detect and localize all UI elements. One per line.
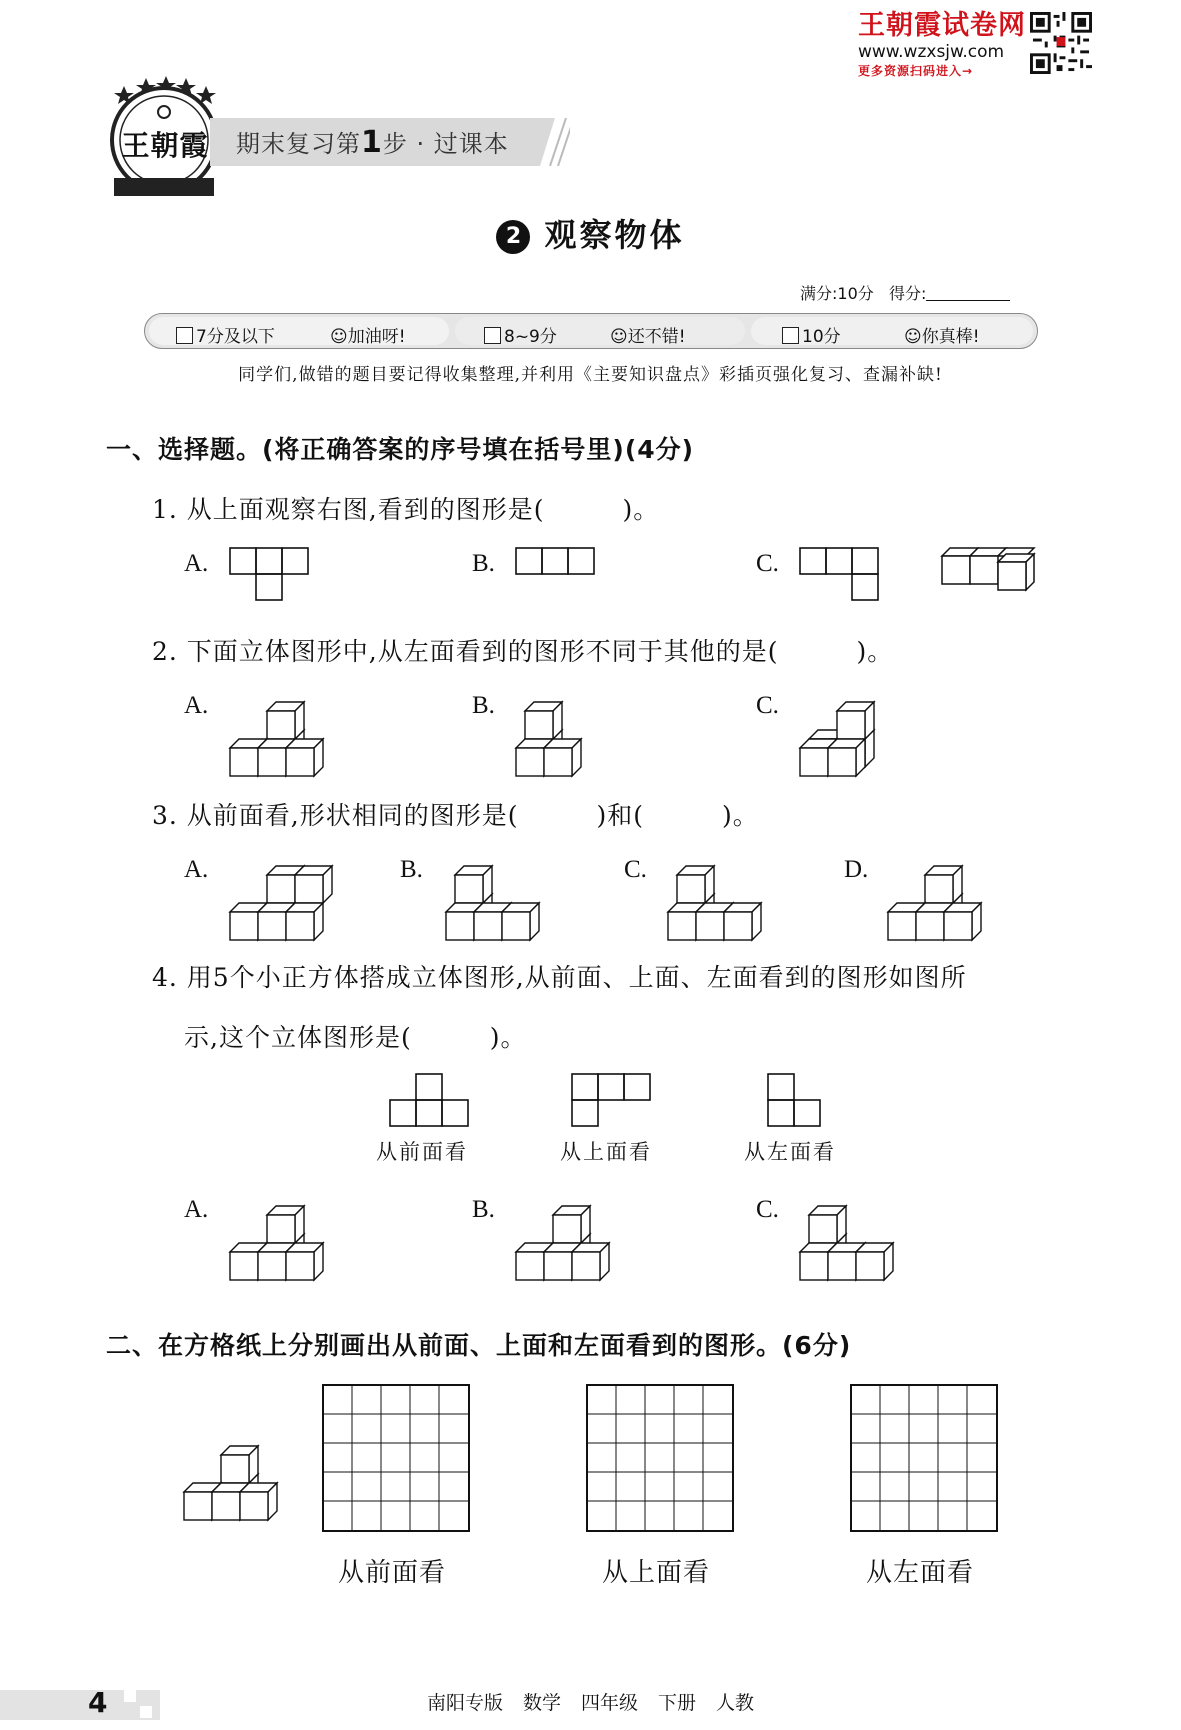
page-number: 4 [88, 1686, 108, 1719]
grid-front[interactable] [322, 1384, 470, 1532]
option-label: C. [756, 692, 779, 719]
question-3: 3. 从前面看,形状相同的图形是( )和( )。 [152, 801, 759, 830]
score-got: 得分: [889, 284, 927, 303]
option-label: B. [400, 856, 423, 883]
brand-url[interactable]: www.wzxsjw.com [858, 42, 1005, 62]
brand-more: 更多资源扫码进入→ [858, 64, 974, 78]
score-full: 满分:10分 [800, 284, 874, 303]
logo-text: 王朝霞 [121, 129, 209, 162]
cube [677, 866, 714, 903]
q3-solid-d [884, 846, 1014, 936]
question-4-line1: 4. 用5个小正方体搭成立体图形,从前面、上面、左面看到的图形如图所 [152, 963, 967, 992]
cube [828, 739, 865, 776]
grid-caption: 从前面看 [338, 1558, 447, 1588]
cube [572, 1243, 609, 1280]
q4-solid-c [796, 1186, 926, 1276]
section1-heading: 一、选择题。(将正确答案的序号填在括号里)(4分) [106, 435, 695, 464]
q3-solid-b [442, 846, 572, 936]
cube [925, 866, 962, 903]
grid-caption: 从上面看 [602, 1558, 711, 1588]
option-label: B. [472, 550, 495, 577]
option-label: A. [184, 692, 209, 719]
cube [267, 1206, 304, 1243]
option-label: B. [472, 1196, 495, 1223]
view-caption: 从上面看 [560, 1140, 652, 1164]
q2-solid-c [796, 682, 926, 772]
cube [455, 866, 492, 903]
grid-caption: 从左面看 [866, 1558, 975, 1588]
banner-text: 期末复习第1步 · 过课本 [236, 125, 509, 160]
grade-item[interactable]: 8~9分 [484, 322, 557, 347]
grade-comment: ☺你真棒! [904, 327, 980, 347]
question-2: 2. 下面立体图形中,从左面看到的图形不同于其他的是( )。 [152, 637, 894, 666]
option-label: A. [184, 856, 209, 883]
grade-comment: ☺加油呀! [330, 327, 406, 347]
grade-comment: ☺还不错! [610, 327, 686, 347]
page-title: 2 观察物体 [0, 210, 1181, 256]
option-label: C. [756, 1196, 779, 1223]
option-label: C. [624, 856, 647, 883]
cube [286, 739, 323, 776]
instruction-note: 同学们,做错的题目要记得收集整理,并利用《主要知识盘点》彩插页强化复习、查漏补缺! [238, 365, 943, 385]
cube [295, 866, 332, 903]
q4-solid-b [512, 1186, 642, 1276]
cube [544, 739, 581, 776]
q4-solid-a [226, 1186, 356, 1276]
grid-left[interactable] [850, 1384, 998, 1532]
cube [525, 702, 562, 739]
option-label: B. [472, 692, 495, 719]
cube [809, 1206, 846, 1243]
banner-step: 1 [361, 125, 383, 160]
view-caption: 从前面看 [376, 1140, 468, 1164]
cube [267, 702, 304, 739]
title-number: 2 [496, 220, 530, 254]
section2-heading: 二、在方格纸上分别画出从前面、上面和左面看到的图形。(6分) [106, 1331, 852, 1360]
question-4-line2: 示,这个立体图形是( )。 [184, 1023, 527, 1052]
option-label: C. [756, 550, 779, 577]
cube [856, 1243, 893, 1280]
cube [221, 1446, 258, 1483]
cube [286, 903, 323, 940]
option-label: A. [184, 1196, 209, 1223]
cube [724, 903, 761, 940]
cube [553, 1206, 590, 1243]
section2-solid [180, 1426, 310, 1516]
grade-item[interactable]: 10分 [782, 322, 841, 347]
smiley-icon: ☺ [610, 327, 628, 347]
q2-solid-a [226, 682, 356, 772]
cube [944, 903, 981, 940]
cube [837, 702, 874, 739]
brand-name: 王朝霞试卷网 [858, 10, 1026, 41]
question-1: 1. 从上面观察右图,看到的图形是( )。 [152, 495, 660, 524]
view-caption: 从左面看 [744, 1140, 836, 1164]
cube [240, 1483, 277, 1520]
footer-info: 南阳专版 数学 四年级 下册 人教 [426, 1692, 755, 1714]
option-label: D. [844, 856, 869, 883]
grid-top[interactable] [586, 1384, 734, 1532]
smiley-icon: ☺ [904, 327, 922, 347]
cube [286, 1243, 323, 1280]
smiley-icon: ☺ [330, 327, 348, 347]
q3-solid-c [664, 846, 794, 936]
option-label: A. [184, 550, 209, 577]
cube [502, 903, 539, 940]
q3-solid-a [226, 846, 356, 936]
grade-item[interactable]: 7分及以下 [176, 322, 275, 347]
q2-solid-b [512, 682, 642, 772]
